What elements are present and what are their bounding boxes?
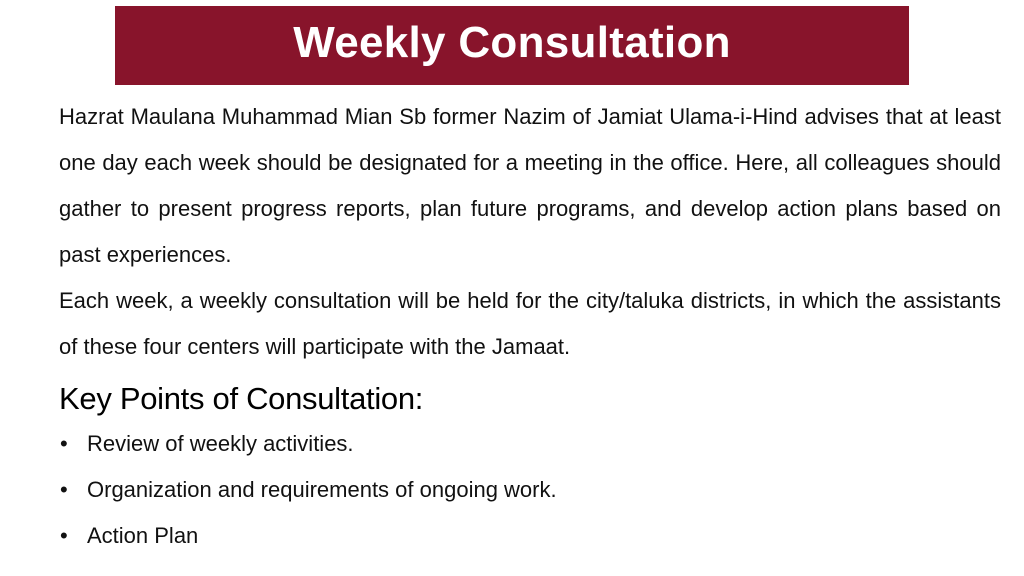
bullet-icon: • [60,523,68,548]
bullet-icon: • [60,477,68,502]
title-banner [115,6,909,85]
intro-paragraph: Hazrat Maulana Muhammad Mian Sb former Nazim of Jamiat Ulama-i-Hind advises that at least one day each week should be designated for a meeting in the office. Here, all colleagues should gather to present progress reports, plan future programs, and develop action plans based on past experiences. [59,104,1001,267]
key-points-list [59,421,1001,559]
key-points-heading: Key Points of Consultation: [59,381,424,416]
list-item-label: Action Plan [87,523,199,548]
list-item [59,467,1001,513]
list-item-label: Review of weekly activities. [87,431,354,456]
bullet-icon: • [60,431,68,456]
page-title: Weekly Consultation [293,17,731,67]
weekly-consultation-paragraph: Each week, a weekly consultation will be held for the city/taluka districts, in which the assistants of these four centers will participate with the Jamaat. [59,288,1001,359]
list-item [59,513,1001,559]
body-content [59,94,1001,559]
list-item [59,421,1001,467]
list-item-label: Organization and requirements of ongoing work. [87,477,557,502]
